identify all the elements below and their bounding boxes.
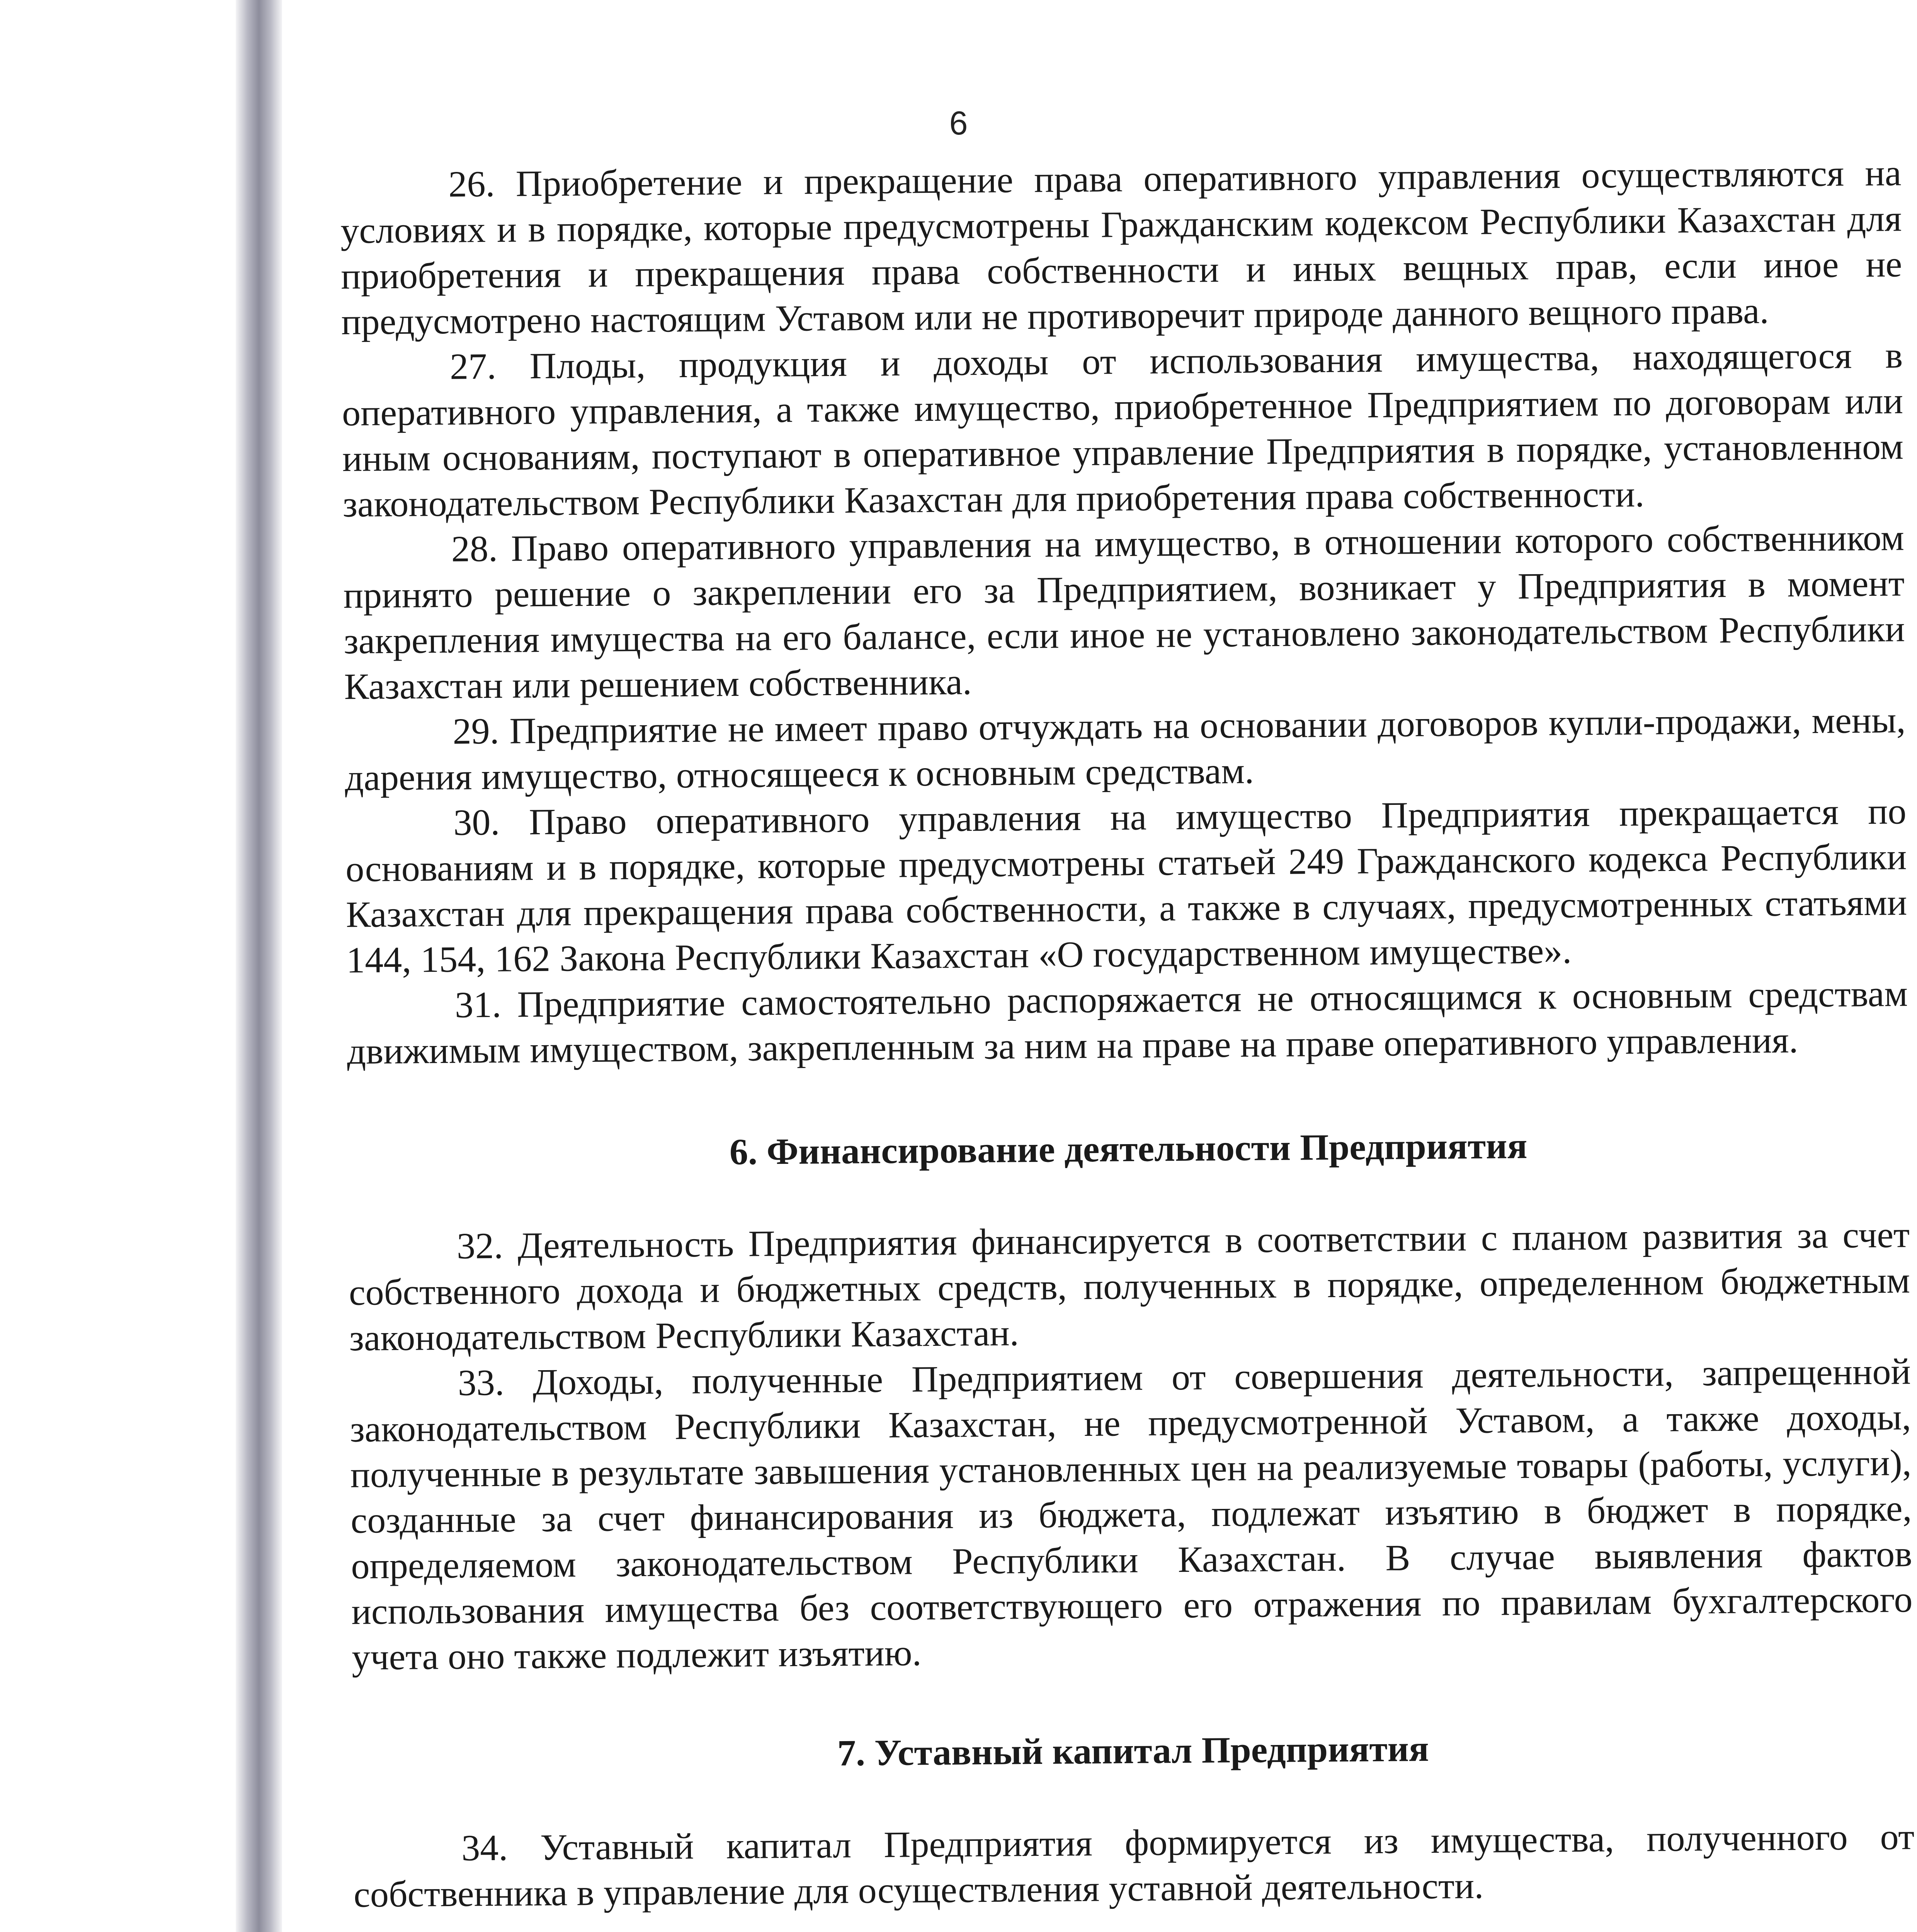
section-7-heading: 7. Уставный капитал Предприятия [837,1727,1429,1774]
paragraph-31: 31. Предприятие самостоятельно распоряжается не относящимся к основным средствам движимым имуществом, закрепленным за ним на праве на праве оперативного управления. [347,973,1908,1072]
paragraph-34: 34. Уставный капитал Предприятия формируется из имущества, полученного от собственника в управление для осуществления уставной деятельности. [353,1816,1915,1915]
paragraph-32: 32. Деятельность Предприятия финансируется в соответствии с планом развития за счет собственного дохода и бюджетных средств, полученных в порядке, определенном бюджетным законодательством Республики Казахстан. [349,1214,1910,1359]
paragraph-29: 29. Предприятие не имеет право отчуждать на основании договоров купли-продажи, мены, дарения имущество, относящееся к основным средствам. [345,699,1906,798]
paragraph-28: 28. Право оперативного управления на имущество, в отношении которого собственником принято решение о закреплении его за Предприятием, возникает у Предприятия в момент закрепления имущества на его балансе, если иное не установлено законодательством Республики Казахстан или решением собственника. [343,517,1905,707]
paragraph-33: 33. Доходы, полученные Предприятием от совершения деятельности, запрещенной законодательством Республики Казахстан, не предусмотренной Уставом, а также доходы, полученные в результате завышения установленных цен на реализуемые товары (работы, услуги), созданные за счет финансирования из бюджета, подлежат изъятию в бюджет в порядке, определяемом законодательством Республики Казахстан. В случае выявления фактов использования имущества без соответствующего его отражения по правилам бухгалтерского учета оно также подлежит изъятию. [350,1350,1913,1678]
section-6-heading: 6. Финансирование деятельности Предприятия [729,1124,1527,1173]
document-body [340,150,1917,1932]
page-number: 6 [949,105,968,142]
paragraph-26: 26. Приобретение и прекращение права оперативного управления осуществляются на условиях и в порядке, которые предусмотрены Гражданским кодексом Республики Казахстан для приобретения и прекращения права собственности и иных вещных прав, если иное не предусмотрено настоящим Уставом или не противоречит природе данного вещного права. [340,152,1902,342]
paragraph-27: 27. Плоды, продукция и доходы от использования имущества, находящегося в оперативного управления, а также имущество, приобретенное Предприятием по договорам или иным основаниям, поступают в оперативное управление Предприятия в порядке, установленном законодательством Республики Казахстан для приобретения права собственности. [342,334,1904,525]
binding-shadow [236,0,282,1932]
paragraph-30: 30. Право оперативного управления на имущество Предприятия прекращается по основаниям и в порядке, которые предусмотрены статьей 249 Гражданского кодекса Республики Казахстан для прекращения права собственности, а также в случаях, предусмотренных статьями 144, 154, 162 Закона Республики Казахстан «О государственном имуществе». [345,790,1907,981]
